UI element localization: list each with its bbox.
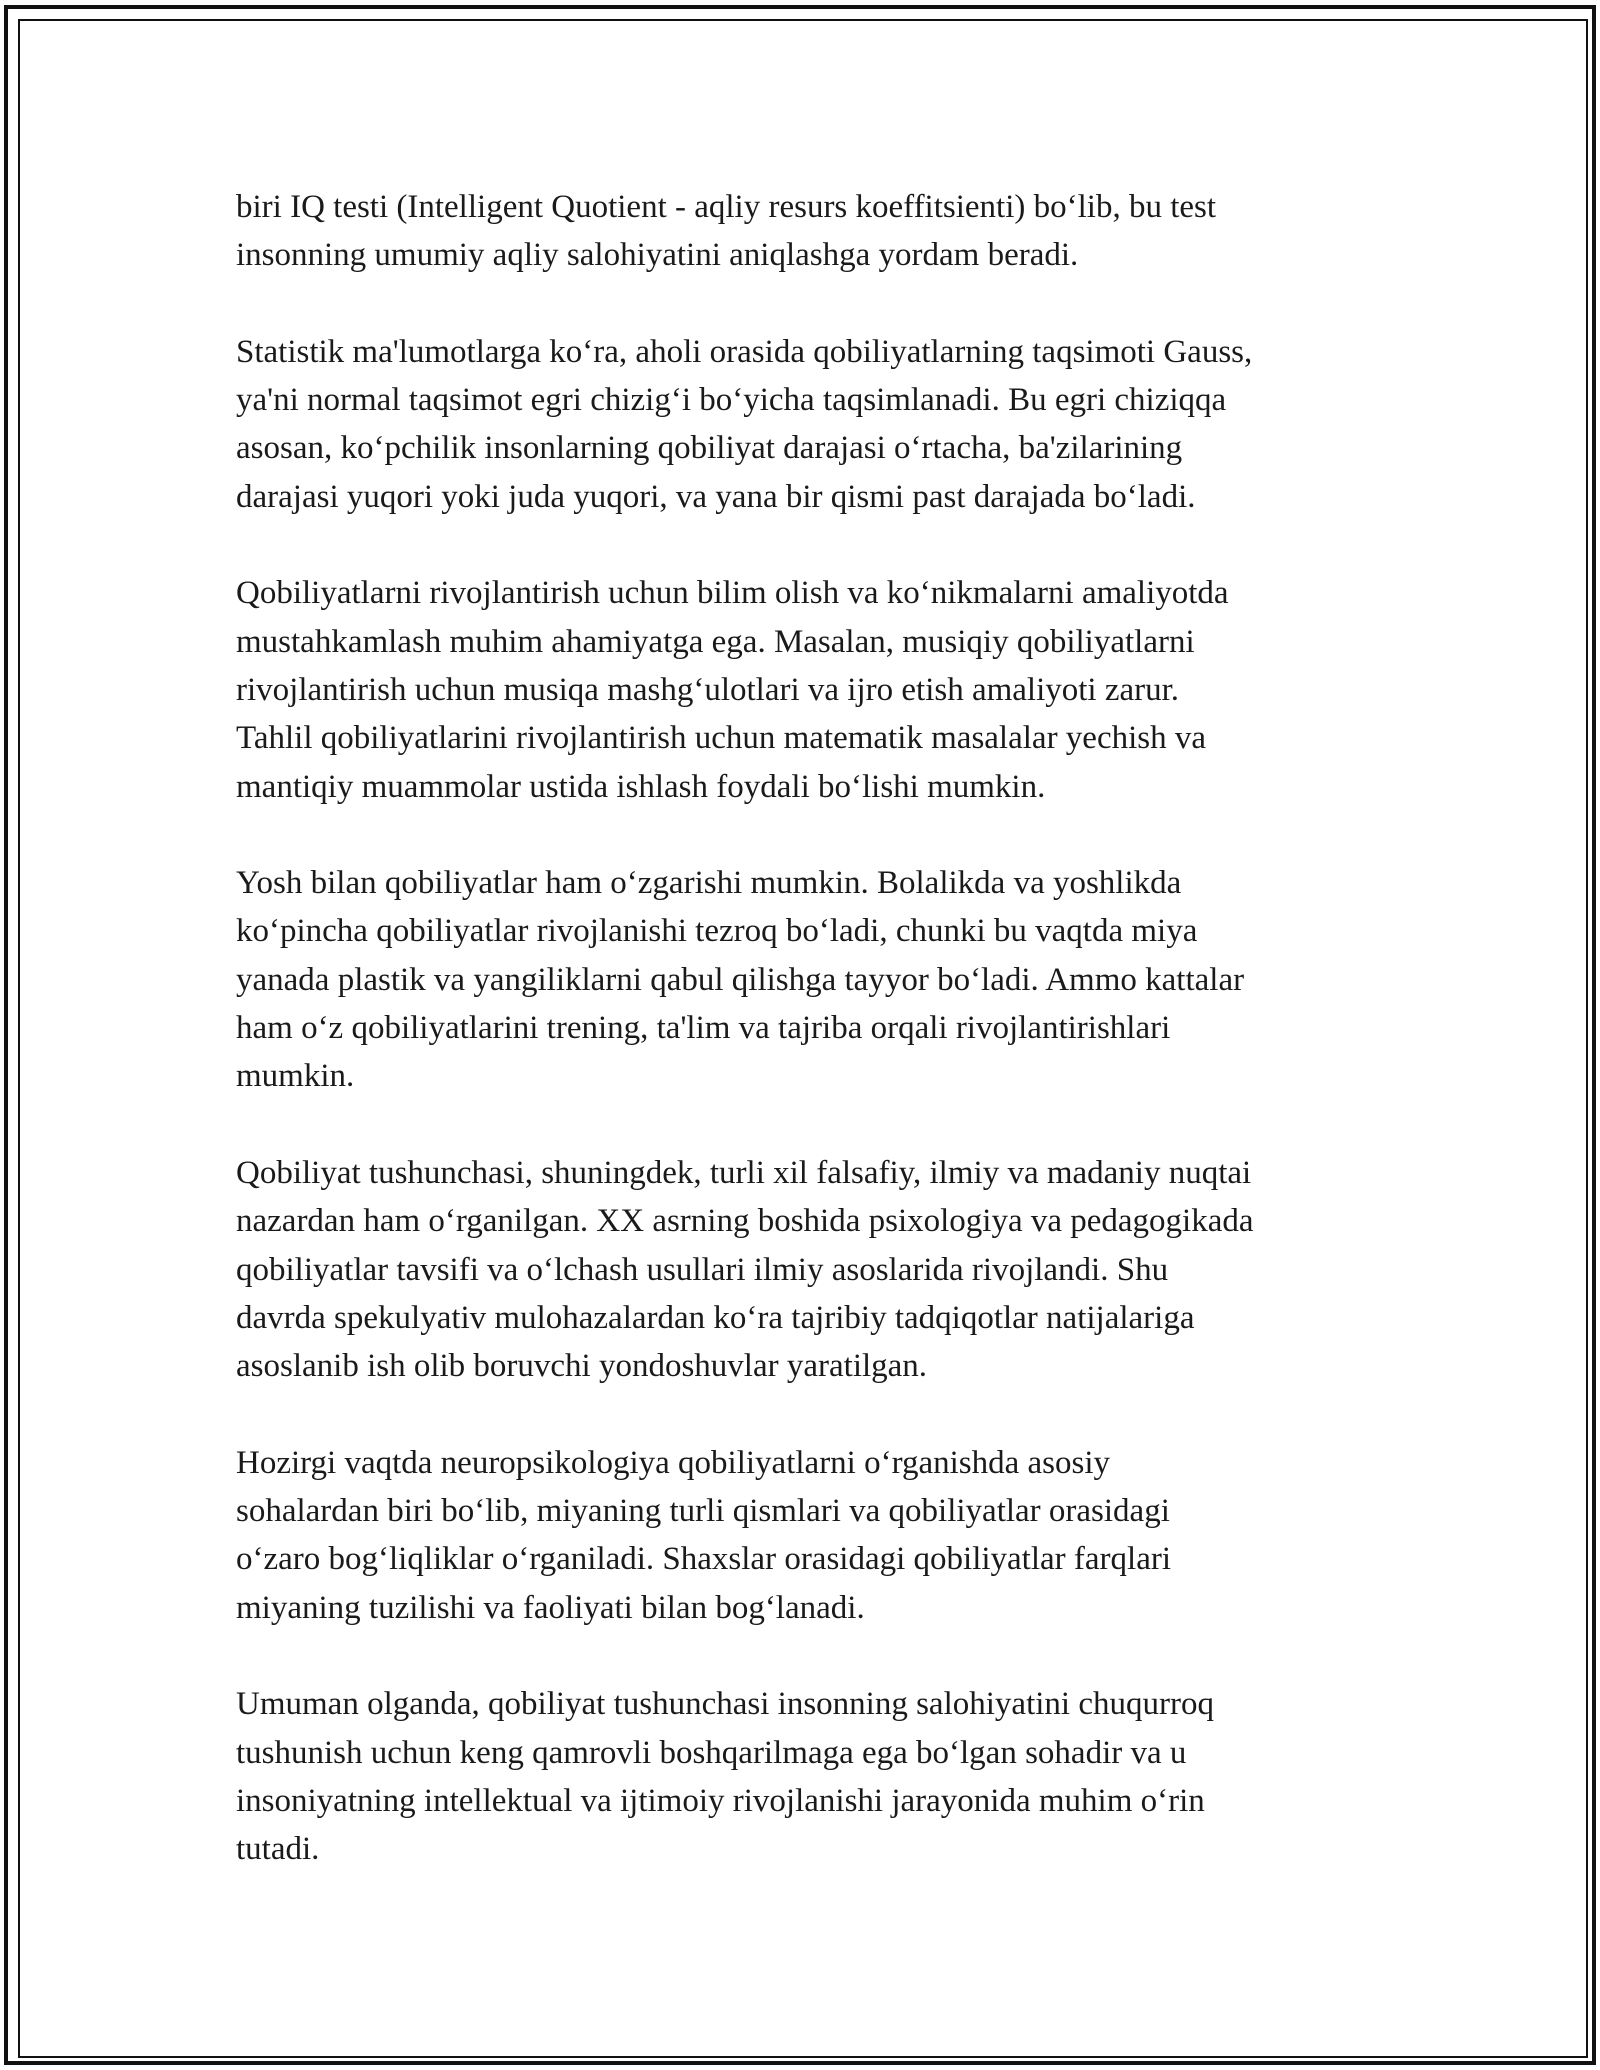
text-line: Hozirgi vaqtda neuropsikologiya qobiliyatlarni o‘rganishda asosiy <box>236 1444 1111 1481</box>
text-line: miyaning tuzilishi va faoliyati bilan bog‘lanadi. <box>236 1589 865 1626</box>
text-line: insoniyatning intellektual va ijtimoiy rivojlanishi jarayonida muhim o‘rin <box>236 1782 1205 1819</box>
text-line: mumkin. <box>236 1058 355 1095</box>
text-line: davrda spekulyativ mulohazalardan ko‘ra tajribiy tadqiqotlar natijalariga <box>236 1299 1195 1336</box>
text-line: ko‘pincha qobiliyatlar rivojlanishi tezroq bo‘ladi, chunki bu vaqtda miya <box>236 913 1198 950</box>
text-line: tutadi. <box>236 1831 320 1868</box>
text-line: yanada plastik va yangiliklarni qabul qilishga tayyor bo‘ladi. Ammo kattalar <box>236 961 1245 998</box>
paragraph <box>236 1680 1386 1873</box>
paragraph <box>236 1149 1386 1390</box>
text-line: Tahlil qobiliyatlarini rivojlantirish uchun matematik masalalar yechish va <box>236 720 1207 757</box>
text-line: Umuman olganda, qobiliyat tushunchasi insonning salohiyatini chuqurroq <box>236 1686 1214 1723</box>
text-line: qobiliyatlar tavsifi va o‘lchash usullari ilmiy asoslarida rivojlandi. Shu <box>236 1251 1169 1288</box>
text-line: insonning umumiy aqliy salohiyatini aniqlashga yordam beradi. <box>236 237 1079 274</box>
text-line: darajasi yuqori yoki juda yuqori, va yana bir qismi past darajada bo‘ladi. <box>236 478 1196 515</box>
text-line: Qobiliyatlarni rivojlantirish uchun bilim olish va ko‘nikmalarni amaliyotda <box>236 575 1229 612</box>
paragraph <box>236 328 1386 521</box>
text-line: asoslanib ish olib boruvchi yondoshuvlar yaratilgan. <box>236 1348 928 1385</box>
text-line: rivojlantirish uchun musiqa mashg‘ulotlari va ijro etish amaliyoti zarur. <box>236 671 1180 708</box>
paragraph <box>236 1439 1386 1632</box>
document-body <box>236 183 1386 1922</box>
text-line: ham o‘z qobiliyatlarini trening, ta'lim va tajriba orqali rivojlantirishlari <box>236 1010 1171 1047</box>
text-line: nazardan ham o‘rganilgan. XX asrning boshida psixologiya va pedagogikada <box>236 1203 1254 1240</box>
text-line: sohalardan biri bo‘lib, miyaning turli qismlari va qobiliyatlar orasidagi <box>236 1493 1170 1530</box>
text-line: Statistik ma'lumotlarga ko‘ra, aholi orasida qobiliyatlarning taqsimoti Gauss, <box>236 333 1253 370</box>
text-line: asosan, ko‘pchilik insonlarning qobiliyat darajasi o‘rtacha, ba'zilarining <box>236 430 1183 467</box>
text-line: o‘zaro bog‘liqliklar o‘rganiladi. Shaxslar orasidagi qobiliyatlar farqlari <box>236 1541 1172 1578</box>
text-line: ya'ni normal taqsimot egri chizig‘i bo‘yicha taqsimlanadi. Bu egri chiziqqa <box>236 382 1227 419</box>
paragraph <box>236 183 1386 280</box>
text-line: Yosh bilan qobiliyatlar ham o‘zgarishi mumkin. Bolalikda va yoshlikda <box>236 865 1182 902</box>
paragraph <box>236 569 1386 810</box>
text-line: tushunish uchun keng qamrovli boshqarilmaga ega bo‘lgan sohadir va u <box>236 1734 1187 1771</box>
text-line: biri IQ testi (Intelligent Quotient - aqliy resurs koeffitsienti) bo‘lib, bu test <box>236 189 1217 225</box>
text-line: Qobiliyat tushunchasi, shuningdek, turli xil falsafiy, ilmiy va madaniy nuqtai <box>236 1154 1252 1191</box>
text-line: mantiqiy muammolar ustida ishlash foydali bo‘lishi mumkin. <box>236 768 1046 805</box>
text-line: mustahkamlash muhim ahamiyatga ega. Masalan, musiqiy qobiliyatlarni <box>236 623 1195 660</box>
paragraph <box>236 859 1386 1100</box>
